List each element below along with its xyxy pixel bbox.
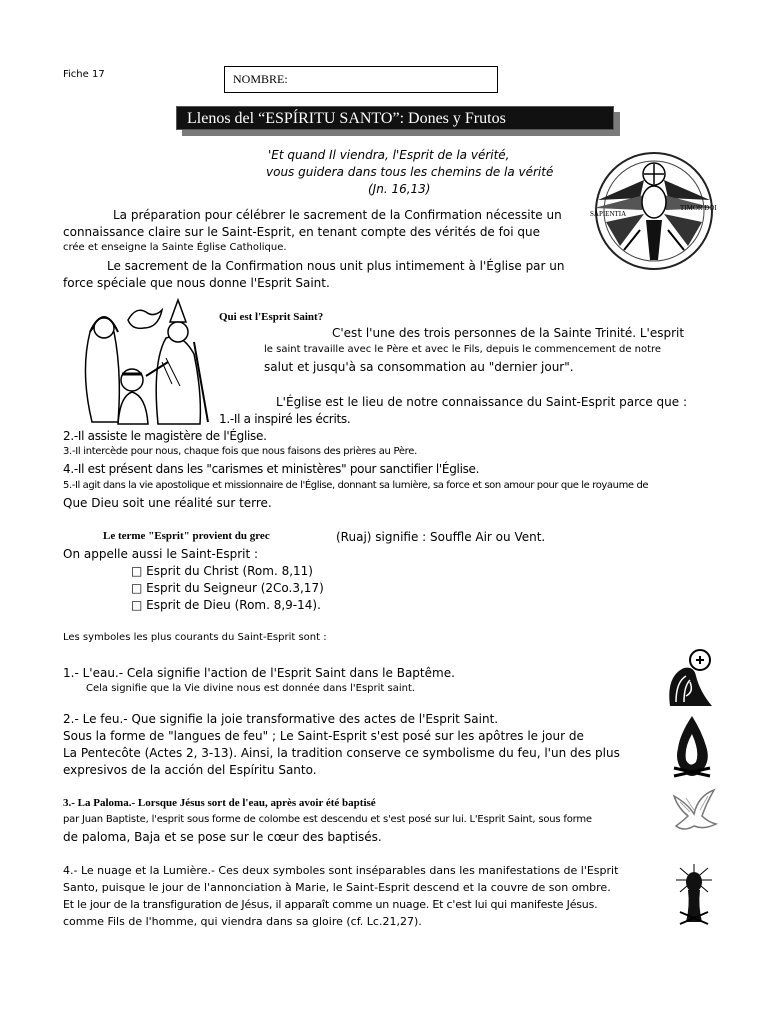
quote-reference: (Jn. 16,13) (368, 182, 431, 196)
water-line-1: 1.- L'eau.- Cela signifie l'action de l'Esprit Saint dans le Baptême. (63, 666, 455, 680)
who-item-5-continued: Que Dieu soit une réalité sur terre. (63, 496, 272, 510)
intro-p1-line-1: La préparation pour célébrer le sacrement de la Confirmation nécessite un (113, 208, 562, 222)
intro-p2-line-2: force spéciale que nous donne l'Esprit Saint. (63, 276, 330, 290)
quote-line-1: 'Et quand Il viendra, l'Esprit de la vérité, (268, 148, 510, 162)
symbols-intro: Les symboles les plus courants du Saint-Esprit sont : (63, 632, 327, 643)
name-label: NOMBRE: (233, 72, 288, 86)
quote-line-2: vous guidera dans tous les chemins de la vérité (266, 165, 554, 179)
fire-line-4: expresivos de la acción del Espíritu Santo. (63, 763, 317, 777)
emblem-right-text: TIMOR DOI (680, 204, 717, 212)
term-heading: Le terme "Esprit" provient du grec (103, 530, 270, 542)
intro-p1-line-2: connaissance claire sur le Saint-Esprit, en tenant compte des vérités de foi que (63, 225, 540, 239)
cloud-line-2: Santo, puisque le jour de l'annonciation à Marie, le Saint-Esprit descend et la couvre de son ombre. (63, 881, 611, 894)
page-title: Llenos del “ESPÍRITU SANTO”: Dones y Frutos (187, 110, 506, 127)
intro-p2-line-1: Le sacrement de la Confirmation nous unit plus intimement à l'Église par un (107, 259, 565, 273)
water-shell-icon (660, 646, 718, 710)
dove-line-2: de paloma, Baja et se pose sur le cœur des baptisés. (63, 830, 382, 844)
who-line-1: C'est l'une des trois personnes de la Sainte Trinité. L'esprit (332, 326, 685, 340)
dove-emblem-image (584, 150, 724, 272)
who-item-4: 4.-Il est présent dans les "carismes et ministères" pour sanctifier l'Église. (63, 462, 480, 476)
dove-line-1: par Juan Baptiste, l'esprit sous forme de colombe est descendu et s'est posé sur lui. L'Esprit Saint, sous forme (63, 814, 592, 825)
cloud-line-1: 4.- Le nuage et la Lumière.- Ces deux symboles sont inséparables dans les manifestations de l'Esprit (63, 864, 619, 877)
fire-line-2: Sous la forme de "langues de feu" ; Le Saint-Esprit s'est posé sur les apôtres le jour de (63, 729, 584, 743)
dove-icon (668, 786, 720, 838)
name-field[interactable] (224, 66, 498, 93)
who-line-4: L'Église est le lieu de notre connaissance du Saint-Esprit parce que : (276, 395, 688, 409)
dove-heading: 3.- La Paloma.- Lorsque Jésus sort de l'eau, après avoir été baptisé (63, 797, 376, 809)
who-line-3: salut et jusqu'à sa consommation au "dernier jour". (264, 360, 574, 374)
who-item-3: 3.-Il intercède pour nous, chaque fois que nous faisons des prières au Père. (63, 446, 417, 457)
fire-flame-icon (666, 712, 718, 780)
confirmation-illustration (62, 292, 210, 428)
who-item-1: 1.-Il a inspiré les écrits. (219, 412, 351, 426)
term-name-3: □ Esprit de Dieu (Rom. 8,9-14). (131, 598, 321, 612)
who-heading: Qui est l'Esprit Saint? (219, 311, 324, 323)
cloud-line-3: Et le jour de la transfiguration de Jésus, il apparaît comme un nuage. Et c'est lui qui manifeste Jésus. (63, 898, 598, 911)
fiche-number: Fiche 17 (63, 69, 105, 80)
term-name-2: □ Esprit du Seigneur (2Co.3,17) (131, 581, 324, 595)
term-also-called: On appelle aussi le Saint-Esprit : (63, 547, 259, 561)
water-line-2: Cela signifie que la Vie divine nous est donnée dans l'Esprit saint. (86, 683, 416, 694)
who-line-2: le saint travaille avec le Père et avec le Fils, depuis le commencement de notre (264, 344, 662, 355)
emblem-left-text: SAPIENTIA (590, 210, 627, 218)
term-name-1: □ Esprit du Christ (Rom. 8,11) (131, 564, 313, 578)
fire-line-1: 2.- Le feu.- Que signifie la joie transformative des actes de l'Esprit Saint. (63, 712, 499, 726)
fire-line-3: La Pentecôte (Actes 2, 3-13). Ainsi, la tradition conserve ce symbolisme du feu, l'un des plus (63, 746, 620, 760)
term-meaning: (Ruaj) signifie : Souffle Air ou Vent. (336, 530, 546, 544)
title-banner (176, 106, 614, 130)
who-item-5: 5.-Il agit dans la vie apostolique et missionnaire de l'Église, donnant sa lumière, sa force et son amour pour que le royaume de (63, 480, 649, 491)
cloud-light-icon (674, 862, 714, 928)
who-item-2: 2.-Il assiste le magistère de l'Église. (63, 429, 267, 443)
cloud-line-4: comme Fils de l'homme, qui viendra dans sa gloire (cf. Lc.21,27). (63, 915, 422, 928)
intro-p1-line-3: crée et enseigne la Sainte Église Catholique. (63, 242, 287, 253)
